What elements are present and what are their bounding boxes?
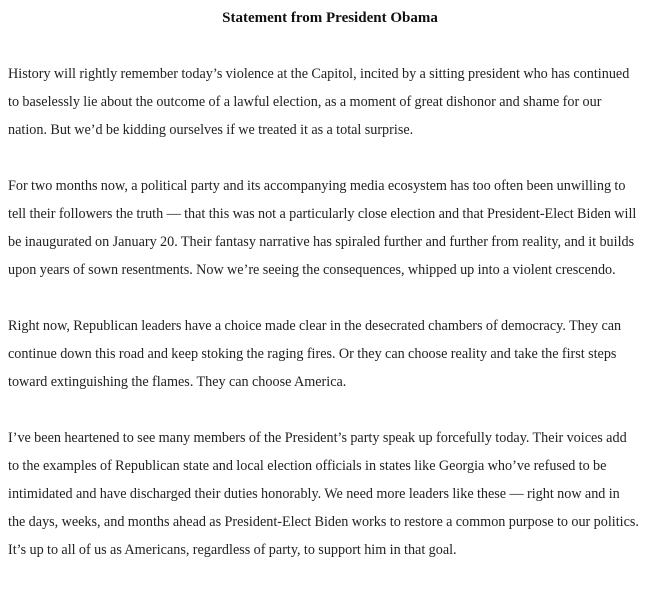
statement-title: Statement from President Obama xyxy=(222,10,438,26)
paragraph-3: Right now, Republican leaders have a choice made clear in the desecrated chambers of democracy. They can continue down this road and keep stoking the raging fires. Or they can choose reality and take the first steps toward extinguishing the flames. They can choose America. xyxy=(8,318,622,390)
paragraph-2: For two months now, a political party and its accompanying media ecosystem has too often been unwilling to tell their followers the truth — that this was not a particularly close election and that President-Elect Biden will be inaugurated on January 20. Their fantasy narrative has spiraled further and further from reality, and it builds upon years of sown resentments. Now we’re seeing the consequences, whipped up into a violent crescendo. xyxy=(8,178,637,278)
statement-document xyxy=(8,0,640,564)
paragraph-4: I’ve been heartened to see many members of the President’s party speak up forcefully today. Their voices add to the examples of Republican state and local election officials in states like Georgia who’ve refused to be intimidated and have discharged their duties honorably. We need more leaders like these — right now and in the days, weeks, and months ahead as President-Elect Biden works to restore a common purpose to our politics. It’s up to all of us as Americans, regardless of party, to support him in that goal. xyxy=(8,430,639,558)
paragraph-1: History will rightly remember today’s violence at the Capitol, incited by a sitting president who has continued to baselessly lie about the outcome of a lawful election, as a moment of great dishonor and shame for our nation. But we’d be kidding ourselves if we treated it as a total surprise. xyxy=(8,66,630,138)
